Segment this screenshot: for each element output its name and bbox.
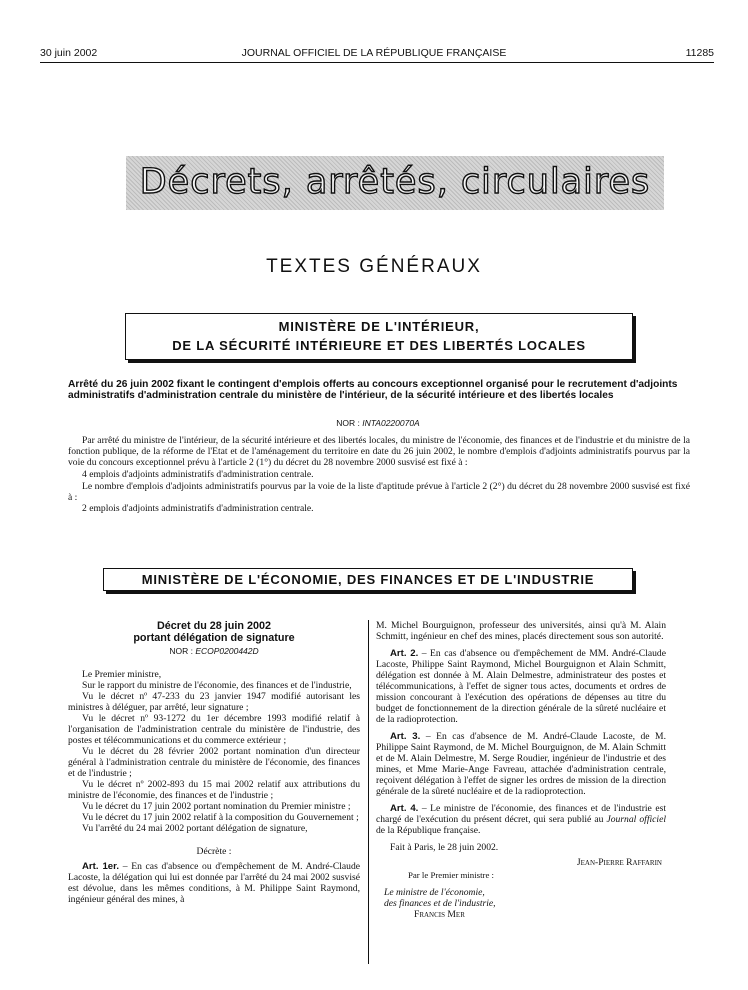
- article-3-label: Art. 3.: [390, 731, 421, 742]
- arrete-paragraph: 2 emplois d'adjoints administratifs d'administration centrale.: [82, 503, 314, 514]
- ministry-line-1: MINISTÈRE DE L'INTÉRIEUR,: [278, 319, 480, 334]
- header-date: 30 juin 2002: [40, 47, 98, 59]
- arrete-paragraph: Le nombre d'emplois d'adjoints administratifs pourvus par la voie de la liste d'aptitude prévue à l'article 2 (2°) du décret du 28 novembre 2000 susvisé est fixé à :: [68, 481, 690, 503]
- visa: Vu le décret nº 93-1272 du 1er décembre 1993 modifié relatif à l'organisation de l'administration centrale du ministère de l'industrie, des postes et télécommunications et du commerce extérieur ;: [68, 713, 360, 746]
- minister-name: Francis Mer: [414, 909, 465, 920]
- article-3: [376, 731, 666, 797]
- article-4-text-b: de la République française.: [376, 825, 481, 836]
- decret-nor: [68, 646, 360, 657]
- decret-column-left: [68, 620, 360, 905]
- header-journal: JOURNAL OFFICIEL DE LA RÉPUBLIQUE FRANÇAISE: [241, 47, 507, 59]
- arrete-title: Arrêté du 26 juin 2002 fixant le contingent d'emplois offerts au concours exceptionnel organisé pour le recrutement d'adjoints administratifs d'administration centrale du ministère de l'intérieur, de la sécurité intérieure et des libertés locales: [68, 379, 678, 401]
- rubric-banner-text: Décrets, arrêtés, circulaires: [139, 162, 651, 202]
- article-1-continued: M. Michel Bourguignon, professeur des universités, ainsi qu'à M. Alain Schmitt, ingénieur en chef des mines, placés directement sous son autorité.: [376, 620, 666, 642]
- header-rule: [40, 62, 714, 63]
- minister-title-line-1: Le ministre de l'économie,: [384, 887, 485, 898]
- article-2-label: Art. 2.: [390, 648, 419, 659]
- article-2-text: – En cas d'absence ou d'empêchement de MM. André-Claude Lacoste, Philippe Saint Raymond, Michel Bourguignon et Alain Schmitt, délégation est donnée à M. Alain Delmestre, administrateur des postes et télécommunications, à l'effet de signer tous actes, documents et ordres de mission concourant à l'exécution des opérations de dépenses au titre du budget de fonctionnement de la direction générale de la sûreté nucléaire et de la radioprotection.: [376, 648, 666, 725]
- article-1: [68, 861, 360, 905]
- article-1-text: – En cas d'absence ou d'empêchement de M. André-Claude Lacoste, la délégation qui lui est donnée par l'arrêté du 24 mai 2002 susvisé est dévolue, dans les mêmes conditions, à M. Philippe Saint Raymond, ingénieur général des mines, à: [68, 861, 360, 905]
- column-divider: [368, 620, 369, 964]
- nor-label: NOR :: [169, 646, 196, 656]
- decrete: Décrète :: [196, 846, 232, 857]
- nor-label: NOR :: [336, 418, 363, 428]
- ministry-box-interior: [125, 313, 633, 360]
- fait-a-paris: Fait à Paris, le 28 juin 2002.: [390, 842, 499, 853]
- rubric-banner: [126, 156, 664, 210]
- ministry-line-2: DE LA SÉCURITÉ INTÉRIEURE ET DES LIBERTÉS LOCALES: [172, 338, 586, 353]
- article-4-text-a: – Le ministre de l'économie, des finances et de l'industrie est chargé de l'exécution du présent décret, qui sera publié au: [376, 803, 666, 825]
- visa: Sur le rapport du ministre de l'économie, des finances et de l'industrie,: [82, 680, 352, 691]
- arrete-nor: [68, 418, 688, 428]
- decret-title-line-1: Décret du 28 juin 2002: [156, 620, 272, 632]
- signatory: Jean-Pierre Raffarin: [576, 857, 662, 868]
- nor-value: INTA0220070A: [362, 418, 420, 428]
- visa: Vu l'arrêté du 24 mai 2002 portant délégation de signature,: [82, 823, 308, 834]
- arrete-paragraph: 4 emplois d'adjoints administratifs d'administration centrale.: [82, 469, 314, 480]
- article-4: [376, 803, 666, 836]
- par-le-premier-ministre: Par le Premier ministre :: [408, 870, 494, 880]
- nor-value: ECOP0200442D: [195, 646, 259, 656]
- visa: Le Premier ministre,: [82, 669, 162, 680]
- visa: Vu le décret du 17 juin 2002 relatif à la composition du Gouvernement ;: [82, 812, 359, 823]
- decret-title-line-2: portant délégation de signature: [133, 632, 295, 644]
- section-title: TEXTES GÉNÉRAUX: [266, 256, 482, 277]
- visa: Vu le décret nº 2002-893 du 15 mai 2002 relatif aux attributions du ministre de l'économie, des finances et de l'industrie ;: [68, 779, 360, 801]
- header-page-number: 11285: [685, 47, 714, 59]
- article-3-text: – En cas d'absence de M. André-Claude Lacoste, de M. Philippe Saint Raymond, de M. Michel Bourguignon, de M. Alain Schmitt et de M. Alain Delmestre, M. Serge Roudier, ingénieur de l'industrie et des mines, et Mme Marie-Ange Favreau, attachée d'administration centrale, reçoivent délégation à l'effet de signer les ordres de mission de la direction générale de la sûreté nucléaire et de la radioprotection.: [376, 731, 666, 797]
- ministry-box-economy: MINISTÈRE DE L'ÉCONOMIE, DES FINANCES ET DE L'INDUSTRIE: [103, 568, 633, 591]
- decret-column-right: [376, 620, 666, 920]
- visa: Vu le décret du 28 février 2002 portant nomination d'un directeur général à l'administration centrale du ministère de l'économie, des finances et de l'industrie ;: [68, 746, 360, 779]
- visa: Vu le décret nº 47-233 du 23 janvier 1947 modifié autorisant les ministres à déléguer, par arrêté, leur signature ;: [68, 691, 360, 713]
- article-4-label: Art. 4.: [390, 803, 419, 814]
- article-2: [376, 648, 666, 725]
- journal-officiel: Journal officiel: [606, 814, 667, 825]
- visa: Vu le décret du 17 juin 2002 portant nomination du Premier ministre ;: [82, 801, 351, 812]
- article-1-label: Art. 1er.: [82, 861, 120, 872]
- minister-title-line-2: des finances et de l'industrie,: [384, 898, 496, 909]
- arrete-paragraph: Par arrêté du ministre de l'intérieur, de la sécurité intérieure et des libertés locales, du ministre de l'économie, des finances et de l'industrie et du ministre de la fonction publique, de la réforme de l'Etat et de l'aménagement du territoire en date du 26 juin 2002, le nombre d'emplois d'adjoints administratifs pourvus par la voie du concours exceptionnel prévu à l'article 2 (1°) du décret du 28 novembre 2000 susvisé est fixé à :: [68, 435, 690, 468]
- arrete-body: [68, 435, 690, 514]
